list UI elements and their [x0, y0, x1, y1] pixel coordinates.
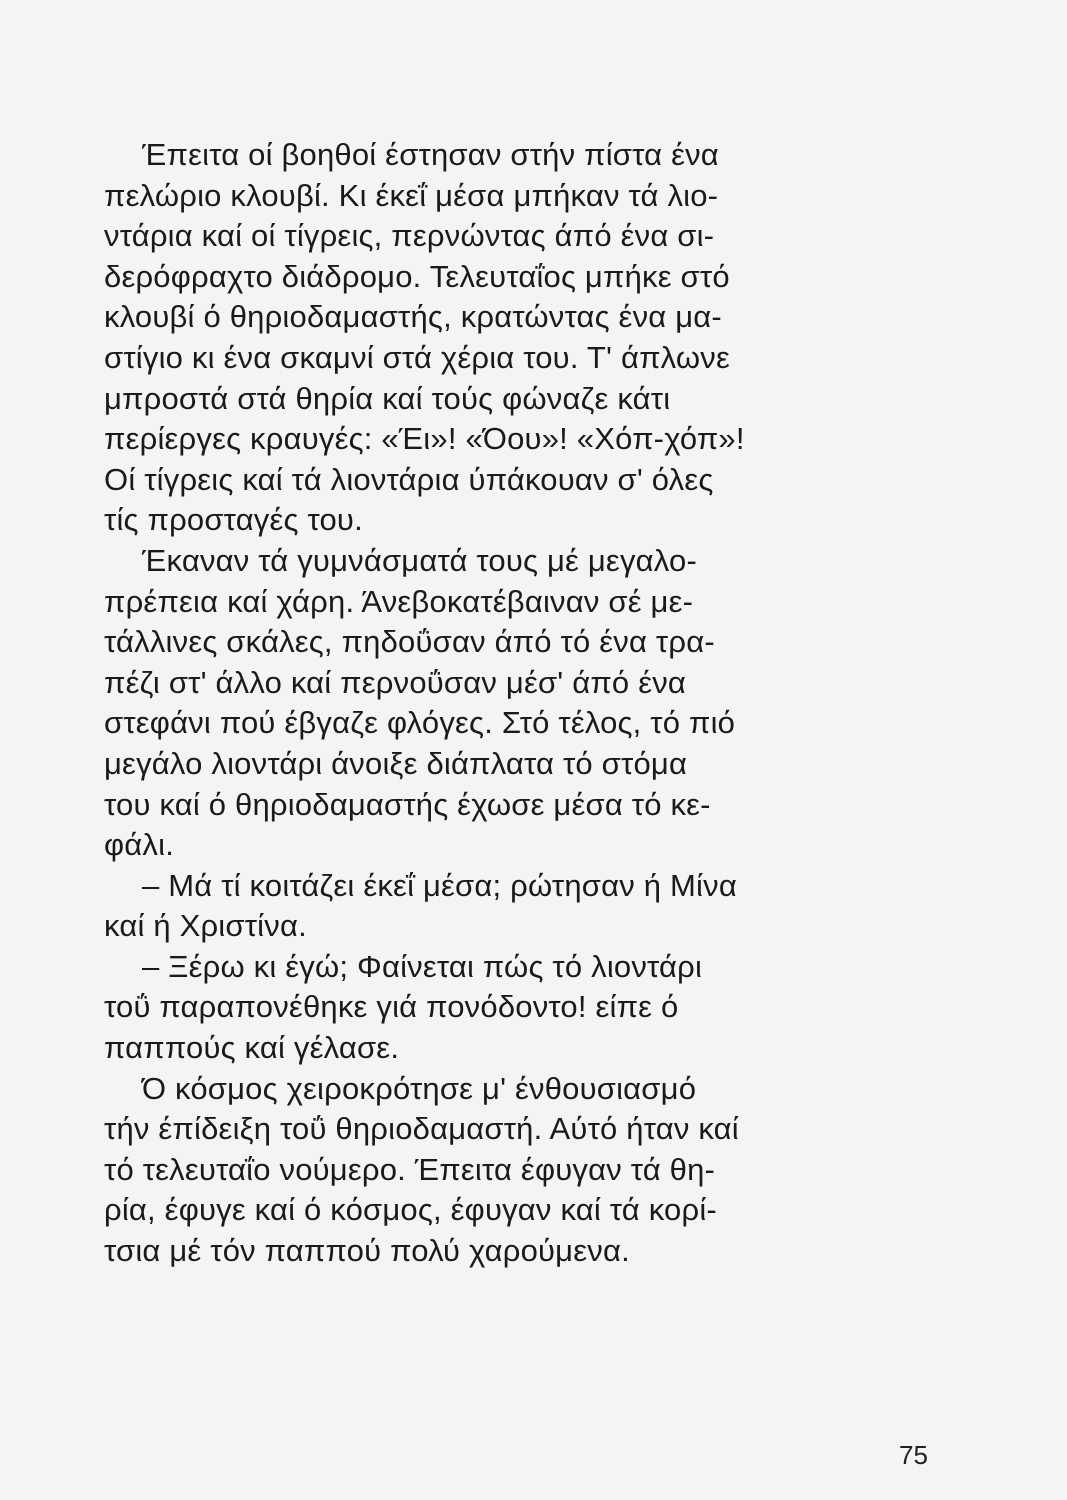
- text-line: Έπειτα οί βοηθοί έστησαν στήν πίστα ένα: [142, 137, 719, 172]
- text-line: – Μά τί κοιτάζει έκεΐ μέσα; ρώτησαν ή Μίνα: [142, 867, 737, 903]
- text-line: τίς προσταγές του.: [104, 502, 363, 538]
- text-line: τήν έπίδειξη τοΰ θηριοδαμαστή. Αύτό ήταν καί: [104, 1111, 739, 1147]
- page-number: 75: [899, 1440, 928, 1470]
- text-line: – Ξέρω κι έγώ; Φαίνεται πώς τό λιοντάρι: [142, 948, 703, 984]
- text-line: στεφάνι πού έβγαζε φλόγες. Στό τέλος, τό πιό: [104, 705, 736, 741]
- text-line: φάλι.: [104, 827, 175, 863]
- text-line: τοΰ παραπονέθηκε γιά πονόδοντο! είπε ό: [104, 989, 679, 1025]
- text-line: πρέπεια καί χάρη. Άνεβοκατέβαιναν σέ με-: [104, 583, 694, 619]
- text-line: τό τελευταΐο νούμερο. Έπειτα έφυγαν τά θη-: [104, 1151, 716, 1187]
- text-line: στίγιο κι ένα σκαμνί στά χέρια του. Τ' άπλωνε: [104, 339, 731, 375]
- body-text: [104, 135, 944, 1272]
- text-line: τάλλινες σκάλες, πηδοΰσαν άπό τό ένα τρα-: [104, 624, 715, 660]
- text-line: ρία, έφυγε καί ό κόσμος, έφυγαν καί τά κορί-: [104, 1192, 717, 1228]
- text-line: Ό κόσμος χειροκρότησε μ' ένθουσιασμό: [142, 1070, 697, 1106]
- text-line: τσια μέ τόν παππού πολύ χαρούμενα.: [104, 1233, 630, 1269]
- text-line: κλουβί ό θηριοδαμαστής, κρατώντας ένα μα-: [104, 299, 722, 335]
- text-line: περίεργες κραυγές: «Έι»! «Όου»! «Χόπ-χόπ»!: [104, 421, 745, 457]
- text-line: πέζι στ' άλλο καί περνοΰσαν μέσ' άπό ένα: [104, 664, 687, 700]
- text-line: καί ή Χριστίνα.: [104, 908, 307, 944]
- text-line: μπροστά στά θηρία καί τούς φώναζε κάτι: [104, 380, 671, 416]
- text-line: πελώριο κλουβί. Κι έκεΐ μέσα μπήκαν τά λιο-: [104, 177, 719, 213]
- text-line: Οί τίγρεις καί τά λιοντάρια ύπάκουαν σ' όλες: [104, 461, 714, 497]
- text-line: του καί ό θηριοδαμαστής έχωσε μέσα τό κε-: [104, 786, 711, 822]
- text-line: παππούς καί γέλασε.: [104, 1030, 400, 1066]
- text-line: Έκαναν τά γυμνάσματά τους μέ μεγαλο-: [142, 542, 697, 578]
- text-line: δερόφραχτο διάδρομο. Τελευταΐος μπήκε στό: [104, 258, 730, 294]
- text-line: ντάρια καί οί τίγρεις, περνώντας άπό ένα σι-: [104, 218, 715, 254]
- text-line: μεγάλο λιοντάρι άνοιξε διάπλατα τό στόμα: [104, 745, 688, 781]
